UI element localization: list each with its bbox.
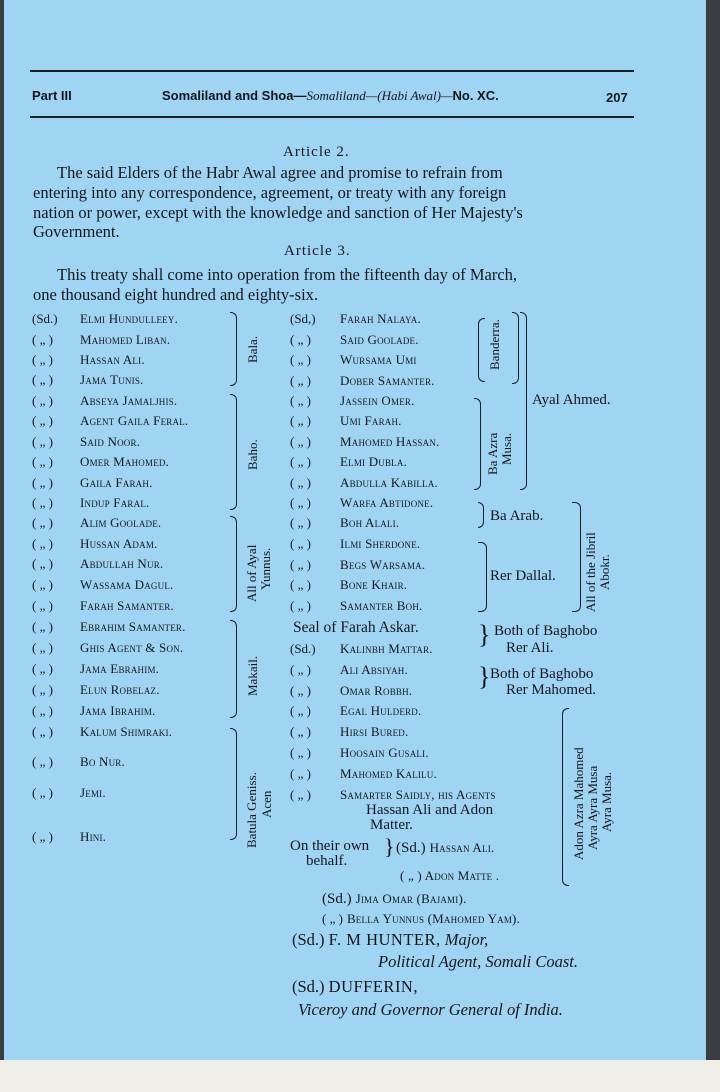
right-signatory-name: Dober Samanter.: [340, 373, 435, 388]
left-signatory-name: Jama Ebrahim.: [80, 661, 160, 676]
group-baho: Baho.: [245, 439, 260, 470]
part-label: Part III: [32, 88, 72, 103]
left-signatory-name: Abseya Jamaljhis.: [80, 393, 178, 408]
bracket-batula: [230, 728, 237, 840]
lower-signatory-name: Hirsi Bured.: [340, 724, 409, 739]
left-signatory-row: [32, 702, 156, 720]
article3-line-1: This treaty shall come into operation from the fifteenth day of March,: [57, 265, 518, 284]
article2-line-3: nation or power, except with the knowledge and sanction of Her Majesty's: [33, 203, 523, 222]
right-signatory-prefix: ( „ ): [290, 475, 311, 490]
seal-text: Seal of Farah Askar.: [293, 619, 419, 636]
left-signatory-name: Indup Faral.: [80, 495, 150, 510]
left-signatory-prefix: ( „ ): [32, 332, 53, 347]
left-signatory-row: [32, 639, 183, 657]
right-signatory-prefix: ( „ ): [290, 393, 311, 408]
header-rule: [30, 116, 634, 118]
final-sig-2-prefix: ( „ ): [322, 911, 343, 926]
baghobo-rer-mahomed-2: Rer Mahomed.: [506, 682, 596, 698]
left-signatory-prefix: ( „ ): [32, 754, 53, 769]
bracket-ayal-ahmed: [520, 312, 527, 490]
top-rule: [30, 70, 634, 72]
group-adon-2: Ayra Ayra Musa: [585, 765, 600, 850]
left-signatory-name: Jama Tunis.: [80, 372, 144, 387]
behalf-sig: [396, 839, 494, 857]
left-signatory-name: Mahomed Liban.: [80, 332, 171, 347]
group-abokr: Abokr.: [597, 554, 612, 590]
left-signatory-prefix: ( „ ): [32, 661, 53, 676]
lower-signatory-name: Hoosain Gusali.: [340, 745, 429, 760]
article2-line-4: Government.: [33, 222, 120, 241]
agents-name: Samarter Saidly, his Agents: [340, 787, 496, 802]
right-signatory-row: [290, 412, 402, 430]
bracket-banderra-right: [512, 312, 519, 384]
left-signatory-prefix: ( „ ): [32, 598, 53, 613]
right-signatory-name: Bone Khair.: [340, 577, 408, 592]
lower-signatory-name: Mahomed Kalilu.: [340, 766, 437, 781]
left-signatory-name: Hini.: [80, 829, 107, 844]
behalf-name-2: ( „ ) Adon Matte .: [400, 868, 500, 883]
bracket-ayal-yunnus: [230, 516, 237, 612]
left-signatory-row: [32, 681, 160, 699]
right-signatory-name: Warfa Abtidone.: [340, 495, 434, 510]
baghobo-rer-ali-2: Rer Ali.: [506, 640, 554, 656]
left-signatory-prefix: ( „ ): [32, 352, 53, 367]
left-signatory-prefix: ( „ ): [32, 413, 53, 428]
left-signatory-name: Abdullah Nur.: [80, 556, 164, 571]
left-signatory-row: [32, 351, 145, 369]
lower-signatory-prefix: ( „ ): [290, 683, 311, 698]
left-signatory-prefix: ( „ ): [32, 536, 53, 551]
left-signatory-prefix: ( „ ): [32, 577, 53, 592]
bracket-adon: [562, 708, 569, 886]
left-signatory-name: Omer Mahomed.: [80, 454, 170, 469]
left-signatory-row: [32, 310, 178, 328]
article2-line-2: entering into any correspondence, agreement, or treaty with any foreign: [33, 183, 507, 202]
left-signatory-row: [32, 412, 188, 430]
seal-sig: [290, 640, 433, 658]
right-signatory-prefix: ( „ ): [290, 515, 311, 530]
left-signatory-row: [32, 331, 170, 349]
left-signatory-name: Alim Goolade.: [80, 515, 162, 530]
baghobo-rer-ali-1: Both of Baghobo: [494, 623, 598, 639]
left-signatory-row: [32, 618, 186, 636]
left-signatory-name: Bo Nur.: [80, 754, 125, 769]
left-signatory-name: Hussan Adam.: [80, 536, 158, 551]
right-signatory-prefix: ( „ ): [290, 373, 311, 388]
left-signatory-prefix: ( „ ): [32, 475, 53, 490]
right-signatory-name: Farah Nalaya.: [340, 311, 421, 326]
bracket-baho: [230, 394, 237, 510]
left-signatory-name: Jama Ibrahim.: [80, 703, 156, 718]
right-signatory-name: Samanter Boh.: [340, 598, 423, 613]
right-signatory-name: Said Goolade.: [340, 332, 419, 347]
right-signatory-name: Abdulla Kabilla.: [340, 475, 438, 490]
bracket-ba-azra: [474, 398, 481, 490]
group-adon-1: Adon Azra Mahomed: [571, 747, 586, 860]
left-signatory-row: [32, 660, 159, 678]
article3-heading: Article 3.: [284, 243, 351, 259]
group-yunnus: Yunnus.: [258, 547, 273, 590]
left-signatory-prefix: ( „ ): [32, 434, 53, 449]
left-signatory-name: Gaila Farah.: [80, 475, 153, 490]
right-signatory-row: [290, 474, 438, 492]
group-makail: Makail.: [245, 655, 260, 696]
left-signatory-row: [32, 555, 163, 573]
left-signatory-row: [32, 433, 140, 451]
lower-signatory-row: [290, 682, 412, 700]
group-bala: Bala.: [245, 335, 260, 363]
left-signatory-row: [32, 494, 149, 512]
running-title-end: No. XC.: [452, 88, 499, 103]
left-signatory-prefix: ( „ ): [32, 724, 53, 739]
left-signatory-row: [32, 453, 169, 471]
right-signatory-prefix: ( „ ): [290, 557, 311, 572]
right-signatory-row: [290, 514, 399, 532]
left-signatory-prefix: ( „ ): [32, 785, 53, 800]
lower-signatory-name: Ali Absiyah.: [340, 662, 408, 677]
lower-signatory-row: [290, 723, 408, 741]
right-signatory-row: [290, 494, 433, 512]
group-adon-3: Ayra Musa.: [599, 771, 614, 832]
behalf-sd: (Sd.): [396, 840, 426, 856]
left-signatory-row: [32, 784, 106, 802]
right-signatory-row: [290, 597, 423, 615]
group-acen: Acen: [259, 790, 274, 818]
right-signatory-name: Boh Alali.: [340, 515, 400, 530]
final-sig-1: [322, 890, 466, 908]
bracket-banderra-left: [478, 318, 485, 382]
hunter-sig: [292, 930, 488, 950]
agents-line-3: Matter.: [370, 817, 413, 833]
left-signatory-row: [32, 597, 174, 615]
left-signatory-name: Said Noor.: [80, 434, 141, 449]
right-signatory-name: Jassein Omer.: [340, 393, 415, 408]
left-signatory-name: Elmi Hundulleey.: [80, 311, 179, 326]
lower-signatory-row: [290, 661, 408, 679]
lower-signatory-name: Omar Robbh.: [340, 683, 413, 698]
right-signatory-row: [290, 372, 435, 390]
left-signatory-name: Wassama Dagul.: [80, 577, 174, 592]
dufferin-title: Viceroy and Governor General of India.: [298, 1000, 563, 1019]
left-signatory-prefix: ( „ ): [32, 682, 53, 697]
page-number: 207: [606, 90, 628, 105]
left-signatory-prefix: ( „ ): [32, 372, 53, 387]
right-signatory-row: [290, 331, 419, 349]
right-signatory-prefix: (Sd,): [290, 311, 316, 326]
bracket-ba-arab: [478, 502, 484, 528]
right-signatory-name: Mahomed Hassan.: [340, 434, 440, 449]
group-batula: Batula Geniss.: [244, 772, 259, 848]
left-signatory-row: [32, 535, 157, 553]
behalf-line-1: On their own: [290, 838, 370, 854]
left-signatory-prefix: ( „ ): [32, 454, 53, 469]
left-signatory-row: [32, 576, 173, 594]
final-sig-2: [322, 910, 520, 928]
agents-line-2: Hassan Ali and Adon: [366, 802, 494, 818]
right-signatory-row: [290, 392, 415, 410]
group-ba-arab: Ba Arab.: [490, 508, 544, 524]
article2-line-1: The said Elders of the Habr Awal agree and promise to refrain from: [57, 163, 503, 182]
group-ayal-ahmed: Ayal Ahmed.: [532, 392, 611, 408]
bracket-makail: [230, 620, 237, 718]
right-signatory-row: [290, 351, 417, 369]
left-signatory-name: Kalum Shimraki.: [80, 724, 173, 739]
lower-signatory-prefix: ( „ ): [290, 703, 311, 718]
left-signatory-prefix: ( „ ): [32, 495, 53, 510]
right-signatory-prefix: ( „ ): [290, 352, 311, 367]
left-signatory-prefix: ( „ ): [32, 829, 53, 844]
left-signatory-name: Hassan Ali.: [80, 352, 145, 367]
final-sig-1-name: Jima Omar (Bajami).: [355, 891, 467, 906]
left-signatory-row: [32, 474, 153, 492]
lower-signatory-prefix: ( „ ): [290, 745, 311, 760]
dufferin-prefix: (Sd.): [292, 977, 325, 996]
left-signatory-name: Ebrahim Samanter.: [80, 619, 186, 634]
right-signatory-row: [290, 556, 425, 574]
left-signatory-row: [32, 371, 143, 389]
left-signatory-prefix: (Sd.): [32, 311, 58, 326]
right-signatory-row: [290, 310, 421, 328]
right-signatory-name: Elmi Dubla.: [340, 454, 408, 469]
lower-signatory-row: [290, 765, 437, 783]
right-signatory-prefix: ( „ ): [290, 332, 311, 347]
right-signatory-prefix: ( „ ): [290, 413, 311, 428]
group-ayal: All of Ayal: [244, 544, 259, 602]
baghobo-brace: }: [478, 662, 491, 691]
lower-signatory-prefix: ( „ ): [290, 724, 311, 739]
seal-name: Kalinbh Mattar.: [340, 641, 433, 656]
running-title-main: Somaliland and Shoa—: [162, 88, 307, 103]
seal-brace: }: [478, 620, 491, 649]
dufferin-name: DUFFERIN,: [328, 977, 418, 996]
left-signatory-row: [32, 392, 177, 410]
left-signatory-prefix: ( „ ): [32, 556, 53, 571]
right-signatory-prefix: ( „ ): [290, 454, 311, 469]
bracket-rer-dallal: [478, 542, 487, 612]
right-signatory-row: [290, 576, 407, 594]
right-signatory-row: [290, 535, 420, 553]
behalf-brace: }: [384, 834, 395, 859]
left-signatory-prefix: ( „ ): [32, 703, 53, 718]
left-signatory-prefix: ( „ ): [32, 393, 53, 408]
right-signatory-prefix: ( „ ): [290, 598, 311, 613]
right-signatory-prefix: ( „ ): [290, 434, 311, 449]
group-banderra: Banderra.: [487, 319, 502, 370]
behalf-line-2: behalf.: [306, 853, 348, 869]
agents-prefix: ( „ ): [290, 787, 311, 802]
dufferin-sig: [292, 977, 418, 997]
baghobo-rer-mahomed-1: Both of Baghobo: [490, 666, 594, 682]
right-signatory-name: Ilmi Sherdone.: [340, 536, 421, 551]
right-signatory-prefix: ( „ ): [290, 536, 311, 551]
hunter-prefix: (Sd.): [292, 930, 325, 949]
lower-signatory-prefix: ( „ ): [290, 766, 311, 781]
left-signatory-name: Elun Robelaz.: [80, 682, 160, 697]
article3-line-2: one thousand eight hundred and eighty-six.: [33, 285, 319, 304]
left-signatory-name: Farah Samanter.: [80, 598, 174, 613]
lower-signatory-prefix: ( „ ): [290, 662, 311, 677]
right-signatory-prefix: ( „ ): [290, 495, 311, 510]
left-signatory-row: [32, 723, 172, 741]
group-ba-azra: Ba Azra: [485, 432, 500, 475]
left-signatory-name: Ghis Agent & Son.: [80, 640, 184, 655]
right-signatory-name: Wursama Umi: [340, 352, 417, 367]
left-signatory-row: [32, 514, 161, 532]
lower-signatory-row: [290, 702, 421, 720]
right-signatory-row: [290, 433, 439, 451]
behalf-name-1: Hassan Ali.: [429, 840, 495, 855]
right-signatory-row: [290, 453, 407, 471]
left-signatory-name: Jemi.: [80, 785, 106, 800]
bottom-strip: [0, 1060, 720, 1092]
lower-signatory-row: [290, 744, 429, 762]
left-signatory-row: [32, 753, 125, 771]
group-musa: Musa.: [499, 432, 514, 465]
right-signatory-name: Begs Warsama.: [340, 557, 426, 572]
left-signatory-row: [32, 828, 106, 846]
final-sig-1-prefix: (Sd.): [322, 891, 352, 907]
left-signatory-name: Agent Gaila Feral.: [80, 413, 189, 428]
lower-signatory-name: Egal Hulderd.: [340, 703, 422, 718]
group-jibril: All of the Jibril: [583, 532, 598, 612]
bracket-bala: [230, 312, 237, 386]
article2-heading: Article 2.: [283, 144, 350, 160]
left-signatory-prefix: ( „ ): [32, 619, 53, 634]
bracket-jibril: [572, 502, 581, 612]
hunter-title: Political Agent, Somali Coast.: [378, 952, 578, 971]
running-title: [162, 88, 499, 104]
left-signatory-prefix: ( „ ): [32, 640, 53, 655]
group-rer-dallal: Rer Dallal.: [490, 568, 556, 584]
running-title-italic: Somaliland—(Habi Awal)—: [306, 88, 453, 103]
hunter-rank: Major,: [444, 930, 489, 949]
right-signatory-prefix: ( „ ): [290, 577, 311, 592]
left-signatory-prefix: ( „ ): [32, 515, 53, 530]
hunter-name: F. M HUNTER,: [328, 930, 441, 949]
seal-prefix: (Sd.): [290, 641, 316, 656]
right-signatory-name: Umi Farah.: [340, 413, 402, 428]
final-sig-2-name: Bella Yunnus (Mahomed Yam).: [346, 911, 521, 926]
